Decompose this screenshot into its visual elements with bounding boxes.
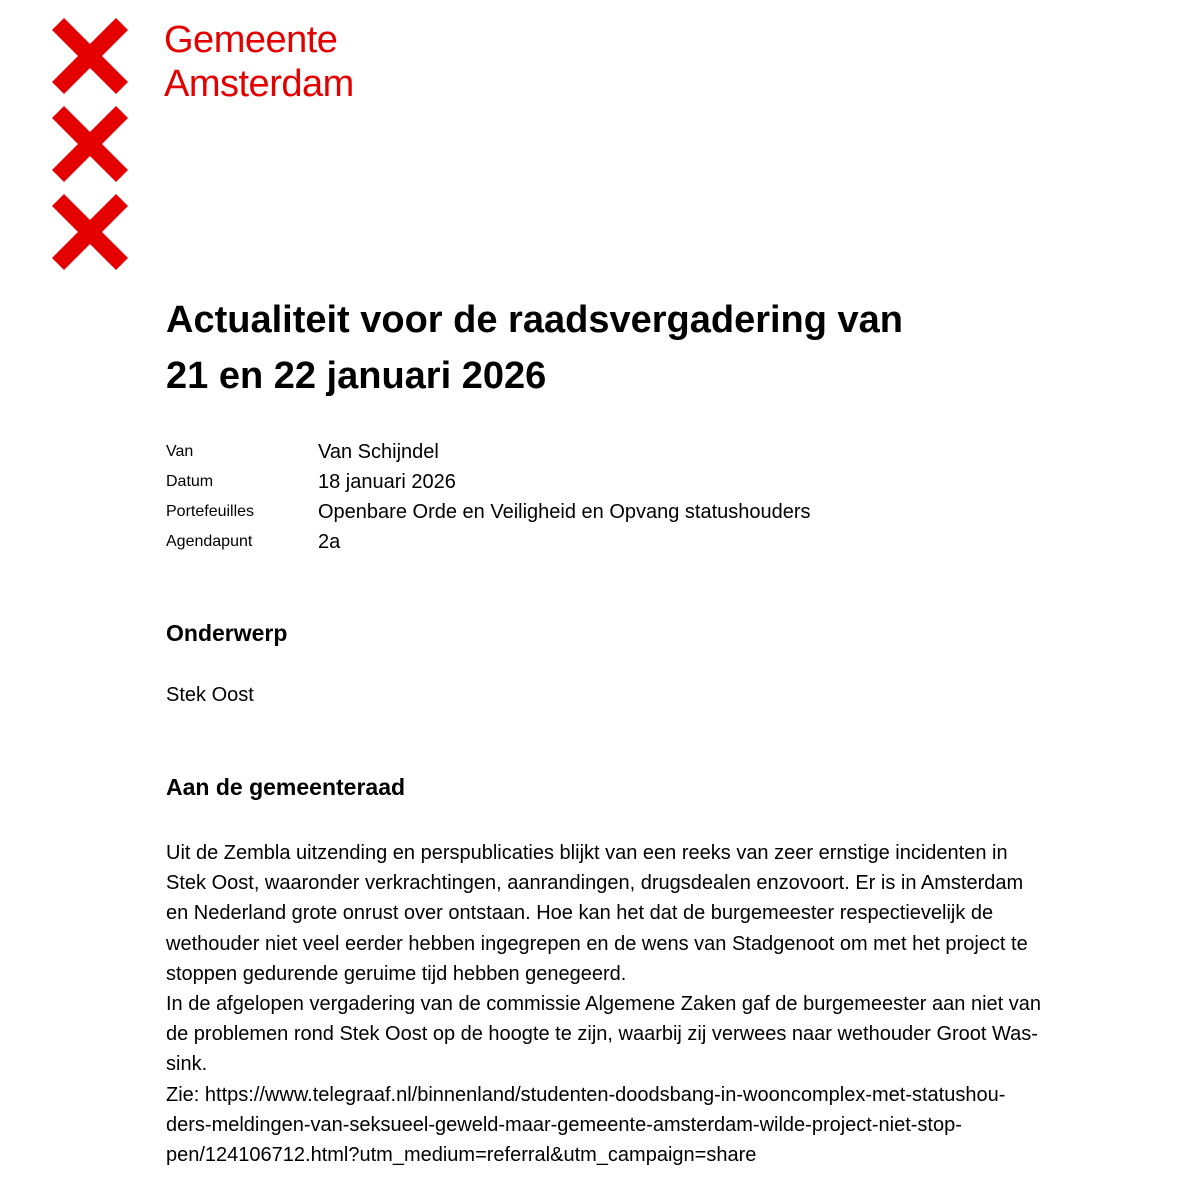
- meta-label: Van: [166, 443, 194, 460]
- title-line-1: Actualiteit voor de raadsvergadering van: [166, 299, 904, 341]
- source-link-line[interactable]: pen/124106712.html?utm_medium=referral&utm_campaign=share: [166, 1144, 757, 1167]
- meta-value: 18 januari 2026: [318, 470, 456, 493]
- body-line: Stek Oost, waaronder verkrachtingen, aanrandingen, drugsdealen enzovoort. Er is in Amsterdam: [166, 872, 1024, 895]
- body-line: stoppen gedurende geruime tijd hebben genegeerd.: [166, 962, 627, 985]
- body-line: en Nederland grote onrust over ontstaan. Hoe kan het dat de burgemeester respectievelijk de: [166, 902, 994, 925]
- body-line: de problemen rond Stek Oost op de hoogte te zijn, waarbij zij verwees naar wethouder Groot Was-: [166, 1023, 1038, 1046]
- meta-row-agendapunt: [166, 527, 1126, 557]
- organization-logo-text: [164, 18, 354, 106]
- title-line-2: 21 en 22 januari 2026: [166, 355, 547, 397]
- section-heading-onderwerp: Onderwerp: [166, 620, 288, 646]
- body-paragraph: [166, 838, 1086, 1170]
- meta-row-datum: [166, 467, 1126, 497]
- meta-value: 2a: [318, 530, 341, 553]
- logo-line-2: Amsterdam: [164, 63, 354, 105]
- logo-line-1: Gemeente: [164, 19, 338, 61]
- metadata-table: [166, 437, 1126, 557]
- body-line: wethouder niet veel eerder hebben ingegrepen en de wens van Stadgenoot om met het project te: [166, 932, 1028, 955]
- meta-value: Openbare Orde en Veiligheid en Opvang statushouders: [318, 500, 811, 523]
- section-heading-aan-de-gemeenteraad: Aan de gemeenteraad: [166, 774, 406, 800]
- source-link-line[interactable]: Zie: https://www.telegraaf.nl/binnenland/studenten-doodsbang-in-wooncomplex-met-statushou-: [166, 1083, 1006, 1106]
- document-title: [166, 292, 1126, 404]
- meta-value: Van Schijndel: [318, 440, 439, 463]
- meta-label: Portefeuilles: [166, 503, 255, 520]
- meta-label: Datum: [166, 473, 214, 490]
- meta-row-portefeuilles: [166, 497, 1126, 527]
- andreas-cross-icon: [52, 18, 128, 274]
- body-line: In de afgelopen vergadering van de commissie Algemene Zaken gaf de burgemeester aan niet van: [166, 993, 1041, 1016]
- body-line: Uit de Zembla uitzending en perspublicaties blijkt van een reeks van zeer ernstige incidenten in: [166, 842, 1008, 864]
- meta-label: Agendapunt: [166, 533, 253, 550]
- subject-text: Stek Oost: [166, 684, 254, 706]
- meta-row-van: [166, 437, 1126, 467]
- body-line: sink.: [166, 1053, 208, 1076]
- source-link-line[interactable]: ders-meldingen-van-seksueel-geweld-maar-gemeente-amsterdam-wilde-project-niet-stop-: [166, 1113, 962, 1136]
